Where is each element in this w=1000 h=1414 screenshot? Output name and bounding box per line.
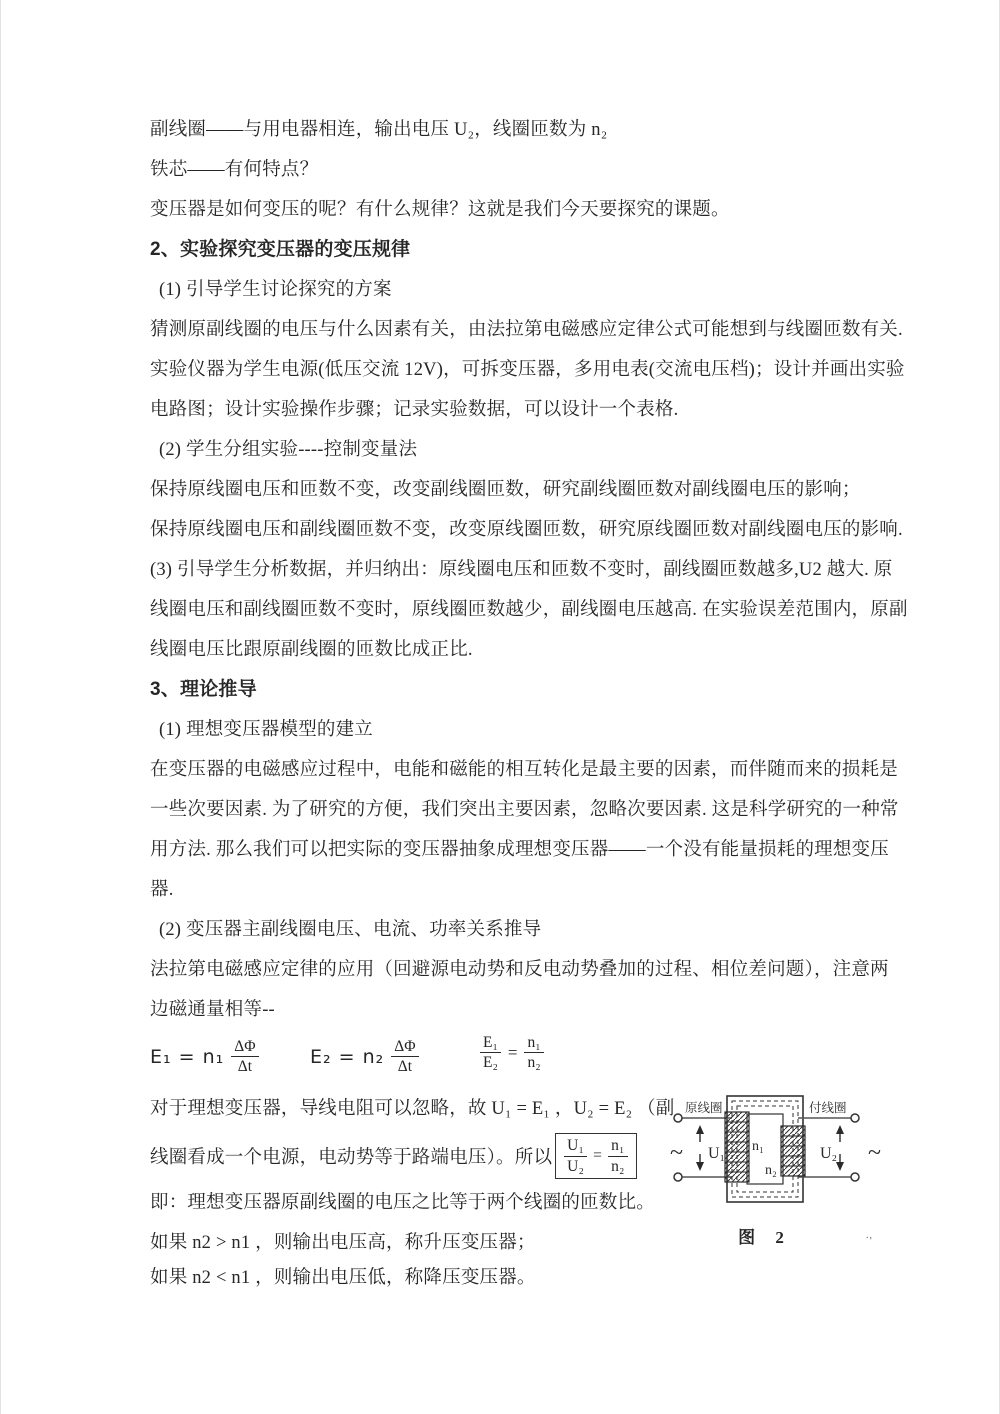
u2-label: U₂ (820, 1145, 838, 1162)
text-line: (1) 引导学生讨论探究的方案 (159, 280, 392, 300)
text-line: 变压器是如何变压的呢？有什么规律？这就是我们今天要探究的课题。 (150, 200, 730, 220)
e-ratio-right-fraction (524, 1034, 543, 1071)
fraction-numerator: ΔΦ (391, 1038, 418, 1057)
document-body (150, 110, 908, 1030)
text-line: 线圈电压和副线圈匝数不变时，原线圈匝数越少，副线圈电压越高. 在实验误差范围内，原副 (150, 600, 908, 620)
ac-source-symbol-right: ~ (868, 1140, 881, 1166)
text-line: (3) 引导学生分析数据，并归纳出：原线圈电压和匝数不变时，副线圈匝数越多,U2 越大. 原 (150, 560, 893, 580)
u1-voltage-arrows (696, 1125, 704, 1171)
formula-e2-lhs: E₂ = n₂ (310, 1045, 385, 1068)
formula-e1 (150, 1038, 259, 1075)
text-line: 铁芯——有何特点？ (150, 160, 319, 180)
primary-coil-label: 原线圈 (685, 1101, 723, 1115)
fraction-numerator: n₁ (524, 1034, 543, 1053)
fraction-denominator: n₂ (611, 1157, 625, 1175)
secondary-coil (781, 1126, 805, 1176)
text-line: 线圈电压比跟原副线圈的匝数比成正比. (150, 640, 473, 660)
derivation-section (150, 1030, 890, 1340)
section-heading: 3、理论推导 (150, 679, 257, 700)
text-line: 边磁通量相等-- (150, 1000, 275, 1020)
text-segment: 线圈看成一个电源，电动势等于路端电压）。所以 (150, 1148, 553, 1168)
formula-e1-lhs: E₁ = n₁ (150, 1045, 225, 1068)
u2-voltage-arrows (836, 1125, 844, 1171)
text-line: 实验仪器为学生电源(低压交流 12V)，可拆变压器，多用电表(交流电压档)；设计并画出实验 (150, 360, 905, 380)
text-line: 保持原线圈电压和匝数不变，改变副线圈匝数，研究副线圈匝数对副线圈电压的影响； (150, 480, 861, 500)
primary-coil (725, 1112, 749, 1182)
fraction-numerator: ΔΦ (231, 1038, 258, 1057)
text-line: 猜测原副线圈的电压与什么因素有关，由法拉第电磁感应定律公式可能想到与线圈匝数有关. (150, 320, 903, 340)
fraction-denominator: U₂ (567, 1157, 585, 1175)
figure-caption: 图 2 (738, 1228, 792, 1247)
ac-source-symbol-left: ~ (670, 1140, 683, 1166)
formula-e2 (310, 1038, 419, 1075)
equals-sign: = (593, 1147, 603, 1164)
u1-label: U₁ (708, 1145, 726, 1162)
formula-e2-fraction (391, 1038, 418, 1075)
text-line: 如果 n2 > n1 ，则输出电压高，称升压变压器； (150, 1233, 536, 1253)
text-line: 副线圈——与用电器相连，输出电压 U₂，线圈匝数为 n₂ (150, 120, 608, 140)
text-line: 对于理想变压器，导线电阻可以忽略，故 U₁ = E₁ ，U₂ = E₂ （副 (150, 1099, 675, 1119)
n2-label: n₂ (765, 1163, 777, 1178)
formula-e1-fraction (231, 1038, 258, 1075)
text-line: (2) 学生分组实验----控制变量法 (159, 440, 418, 460)
fraction-denominator: Δt (397, 1058, 413, 1076)
formula-u-ratio-boxed (555, 1133, 637, 1178)
u-ratio-left-fraction (564, 1137, 587, 1174)
equals-sign: = (507, 1042, 518, 1062)
section-heading: 2、实验探究变压器的变压规律 (150, 239, 411, 260)
fraction-numerator: n₁ (608, 1137, 628, 1156)
transformer-diagram (670, 1084, 894, 1216)
fraction-numerator: E₁ (480, 1034, 501, 1053)
transformer-figure (670, 1084, 894, 1248)
page-edge (0, 0, 1, 1414)
text-line: 如果 n2 < n1 ，则输出电压低，称降压变压器。 (150, 1268, 536, 1288)
text-line: 在变压器的电磁感应过程中，电能和磁能的相互转化是最主要的因素，而伴随而来的损耗是 (150, 760, 899, 780)
fraction-denominator: Δt (237, 1058, 253, 1076)
text-line: 保持原线圈电压和副线圈匝数不变，改变原线圈匝数，研究原线圈匝数对副线圈电压的影响. (150, 520, 903, 540)
formula-e-ratio (480, 1034, 544, 1071)
n1-label: n₁ (752, 1139, 764, 1154)
text-line: (1) 理想变压器模型的建立 (159, 720, 373, 740)
text-line: 一些次要因素. 为了研究的方便，我们突出主要因素，忽略次要因素. 这是科学研究的一种常 (150, 800, 899, 820)
u-ratio-right-fraction (608, 1137, 628, 1174)
text-line: 电路图；设计实验操作步骤；记录实验数据，可以设计一个表格. (150, 400, 679, 420)
e-ratio-left-fraction (480, 1034, 501, 1071)
text-line: 即：理想变压器原副线圈的电压之比等于两个线圈的匝数比。 (150, 1193, 655, 1213)
scan-artifact: ., (866, 1230, 873, 1241)
text-line: 用方法. 那么我们可以把实际的变压器抽象成理想变压器——一个没有能量损耗的理想变压 (150, 840, 889, 860)
text-line-with-boxed-formula (150, 1128, 637, 1184)
fraction-numerator: U₁ (564, 1137, 587, 1156)
secondary-coil-label: 付线圈 (809, 1101, 847, 1115)
text-line: 法拉第电磁感应定律的应用（回避源电动势和反电动势叠加的过程、相位差问题），注意两 (150, 960, 889, 980)
text-line: 器. (150, 880, 174, 900)
fraction-denominator: n₂ (527, 1054, 541, 1072)
fraction-denominator: E₂ (483, 1054, 498, 1072)
text-line: (2) 变压器主副线圈电压、电流、功率关系推导 (159, 920, 542, 940)
